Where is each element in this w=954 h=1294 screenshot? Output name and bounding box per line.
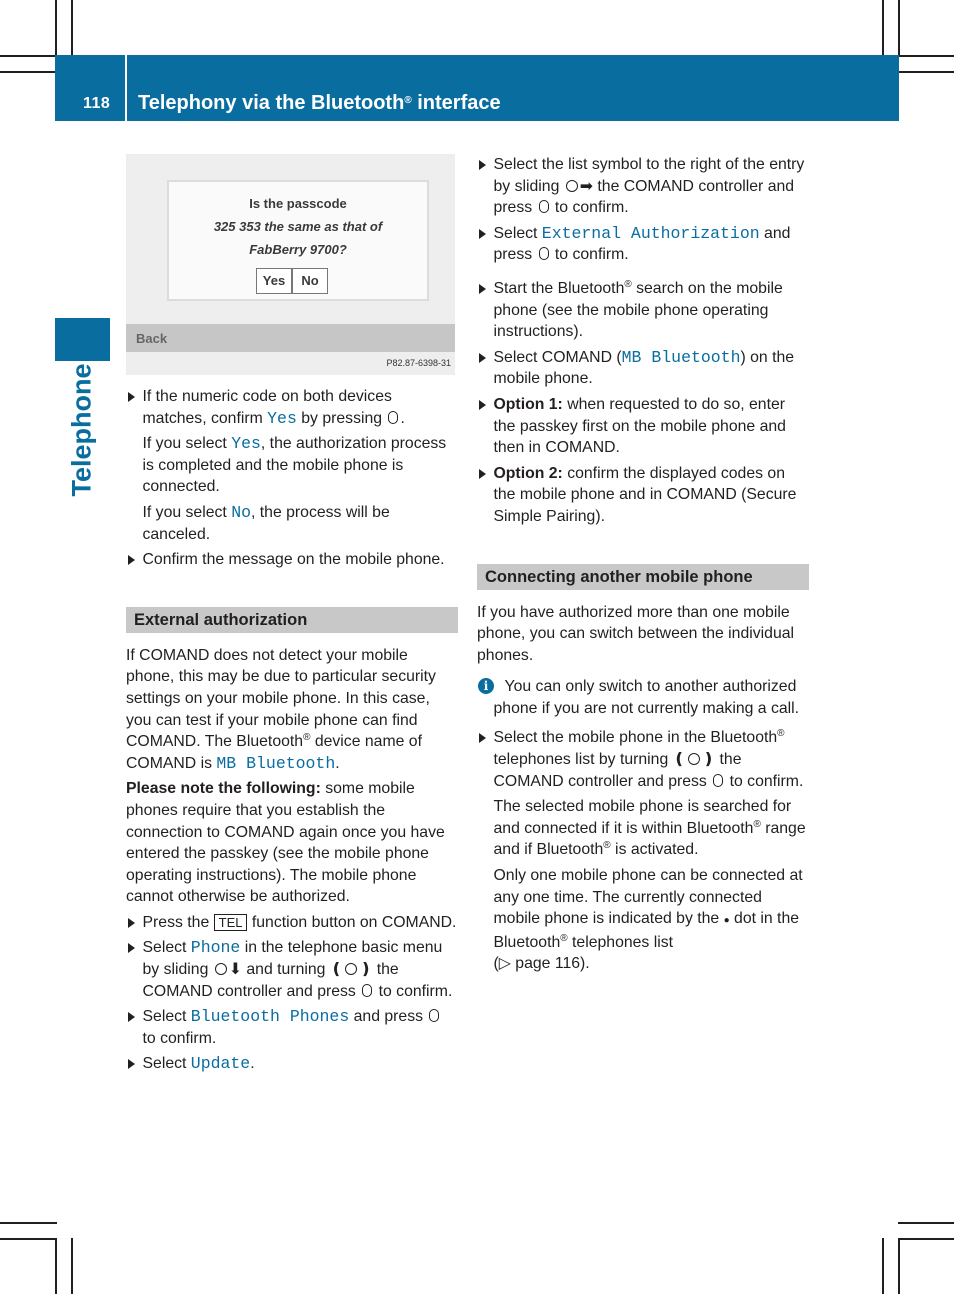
tel-button-icon: TEL xyxy=(214,914,248,931)
instruction-item: Select COMAND (MB Bluetooth) on the mobile phone. xyxy=(477,347,809,390)
arrow-bullet-icon xyxy=(128,555,135,565)
instruction-item: If the numeric code on both devices matches, confirm Yes by pressing . xyxy=(126,386,458,429)
crop-mark xyxy=(0,71,57,73)
instruction-item: Select the mobile phone in the Bluetooth® telephones list by turning ❪ ❫ the COMAND controller and press to confirm. xyxy=(477,727,809,792)
instruction-item: Press the TEL function button on COMAND. xyxy=(126,912,458,934)
right-column xyxy=(477,154,809,979)
info-note: i You can only switch to another authorized phone if you are not currently making a call. xyxy=(477,676,809,719)
crop-mark xyxy=(898,1238,900,1294)
arrow-bullet-icon xyxy=(479,160,486,170)
crop-mark xyxy=(898,55,954,57)
page-number: 118 xyxy=(83,95,111,112)
menu-item-update: Update xyxy=(190,1054,251,1074)
crop-mark xyxy=(898,71,954,73)
dialog-yes-button: Yes xyxy=(256,268,292,294)
instruction-item: Option 1: when requested to do so, enter the passkey first on the mobile phone and then in COMAND. xyxy=(477,394,809,459)
menu-item-yes: Yes xyxy=(267,408,297,428)
side-tab-label: Telephone xyxy=(66,363,97,497)
section-title-connecting-another-phone: Connecting another mobile phone xyxy=(477,564,809,590)
paragraph: If COMAND does not detect your mobile phone, this may be due to particular security settings on your mobile phone. In this case, you can test if your mobile phone can find COMAND. The Bluetooth® device name of COMAND is MB Bluetooth. xyxy=(126,646,436,773)
arrow-bullet-icon xyxy=(479,284,486,294)
press-controller-icon xyxy=(429,1009,439,1022)
header-divider xyxy=(125,55,127,121)
crop-mark xyxy=(898,1222,954,1224)
menu-item-external-authorization: External Authorization xyxy=(541,223,760,243)
arrow-bullet-icon xyxy=(479,229,486,239)
arrow-bullet-icon xyxy=(128,943,135,953)
arrow-bullet-icon xyxy=(128,1012,135,1022)
page-title-suffix: interface xyxy=(411,92,501,114)
arrow-bullet-icon xyxy=(479,469,486,479)
menu-item-yes: Yes xyxy=(231,434,261,454)
page-title xyxy=(138,92,501,115)
press-controller-icon xyxy=(539,200,549,213)
crop-mark xyxy=(55,1238,57,1294)
page-title-text: Telephony via the Bluetooth xyxy=(138,92,405,114)
crop-mark xyxy=(0,55,57,57)
screen-back-label: Back xyxy=(136,331,168,346)
dialog-line-3: FabBerry 9700? xyxy=(249,242,347,257)
dialog-line-2: 325 353 the same as that of xyxy=(213,219,383,234)
arrow-bullet-icon xyxy=(128,918,135,928)
slide-controller-icon xyxy=(566,180,578,192)
turn-controller-icon xyxy=(688,753,700,765)
instruction-item: Select Update. xyxy=(126,1053,458,1075)
arrow-bullet-icon xyxy=(128,392,135,402)
arrow-bullet-icon xyxy=(479,733,486,743)
device-name: MB Bluetooth xyxy=(621,347,741,367)
result-text: If you select Yes, the authorization process is completed and the mobile phone is connected. xyxy=(142,434,447,496)
dialog-line-1: Is the passcode xyxy=(249,196,347,211)
press-controller-icon xyxy=(539,247,549,260)
press-controller-icon xyxy=(362,984,372,997)
arrow-bullet-icon xyxy=(479,400,486,410)
dialog-no-button: No xyxy=(292,268,328,294)
device-name: MB Bluetooth xyxy=(216,753,336,773)
comand-screenshot xyxy=(126,154,455,375)
side-tab-marker xyxy=(55,318,110,361)
result-text: Only one mobile phone can be connected at any one time. The currently connected mobile phone is indicated by the ● dot in the Bluetooth® telephones list (▷ page 116). xyxy=(493,867,803,973)
menu-item-bluetooth-phones: Bluetooth Phones xyxy=(190,1007,350,1027)
page-header xyxy=(55,55,899,121)
crop-mark xyxy=(898,0,900,57)
crop-mark xyxy=(882,0,884,57)
turn-controller-icon xyxy=(345,963,357,975)
paragraph: Please note the following: some mobile phones require that you establish the connection to COMAND again once you have entered the passkey (see the mobile phone operating instructions). The mobile phone cannot otherwise be authorized. xyxy=(126,780,445,906)
press-controller-icon xyxy=(713,774,723,787)
instruction-item: Select External Authorization and press to confirm. xyxy=(477,223,809,266)
crop-mark xyxy=(71,1238,73,1294)
passcode-dialog xyxy=(169,182,427,299)
menu-item-phone: Phone xyxy=(190,938,241,958)
arrow-bullet-icon xyxy=(128,1059,135,1069)
instruction-item: Option 2: confirm the displayed codes on the mobile phone and in COMAND (Secure Simple Pairing). xyxy=(477,463,809,528)
instruction-item: Select Bluetooth Phones and press to confirm. xyxy=(126,1006,458,1049)
registered-mark: ® xyxy=(404,95,412,106)
arrow-bullet-icon xyxy=(479,353,486,363)
crop-mark xyxy=(898,1238,954,1240)
menu-item-no: No xyxy=(231,502,251,522)
instruction-item: Start the Bluetooth® search on the mobile phone (see the mobile phone operating instructions). xyxy=(477,278,809,343)
result-text: If you select No, the process will be canceled. xyxy=(142,502,390,543)
instruction-item: Confirm the message on the mobile phone. xyxy=(126,549,458,571)
crop-mark xyxy=(0,1238,57,1240)
instruction-item: Select Phone in the telephone basic menu by sliding ⬇ and turning ❪ ❫ the COMAND controller and press to confirm. xyxy=(126,937,458,1002)
slide-controller-icon xyxy=(215,963,227,975)
instruction-item: Select the list symbol to the right of the entry by sliding ➡ the COMAND controller and press to confirm. xyxy=(477,154,809,219)
crop-mark xyxy=(55,0,57,57)
connected-dot-icon: ● xyxy=(723,915,730,927)
crop-mark xyxy=(71,0,73,57)
figure-code: P82.87-6398-31 xyxy=(386,358,451,368)
section-title-external-authorization: External authorization xyxy=(126,607,458,633)
crop-mark xyxy=(0,1222,57,1224)
result-text: The selected mobile phone is searched for and connected if it is within Bluetooth® range and if Bluetooth® is activated. xyxy=(493,798,806,859)
info-icon: i xyxy=(478,678,494,694)
screen-bottom-bar xyxy=(126,324,455,352)
crop-mark xyxy=(882,1238,884,1294)
press-controller-icon xyxy=(388,411,398,424)
left-column xyxy=(126,386,458,1079)
page-reference: (▷ page 116). xyxy=(493,955,590,973)
paragraph: If you have authorized more than one mobile phone, you can switch between the individual phones. xyxy=(477,603,795,664)
